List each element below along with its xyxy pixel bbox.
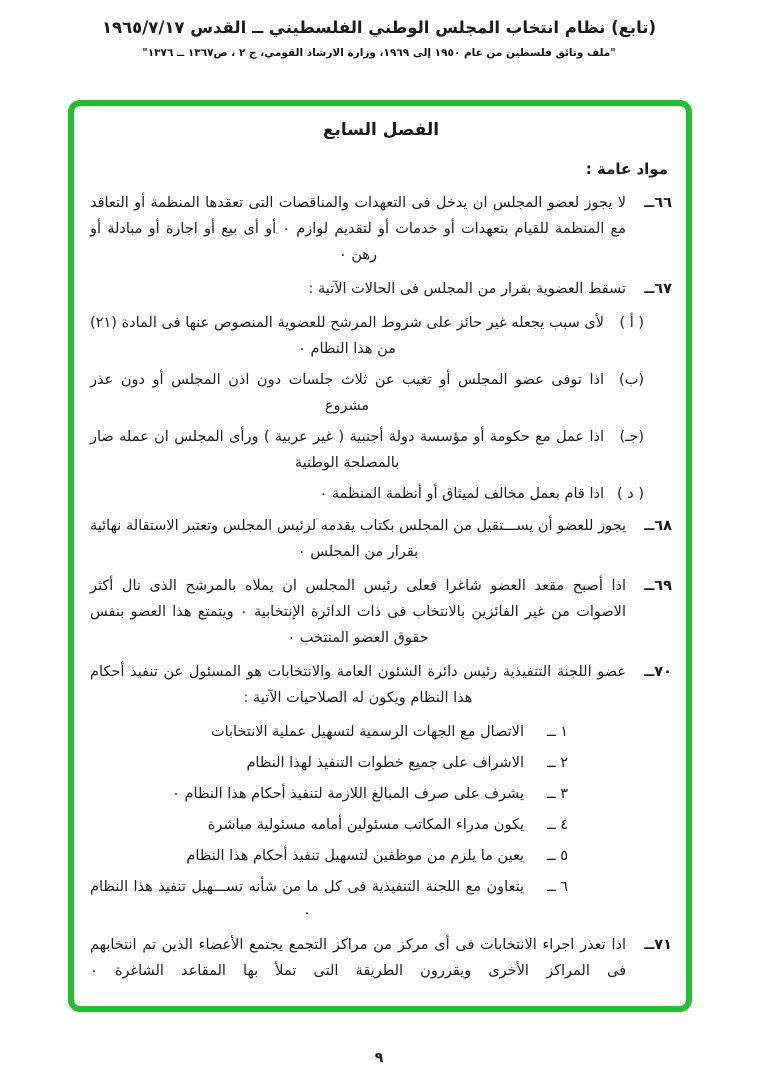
article-text: تسقط العضوية بقرار من المجلس فى الحالات الآتية : [308, 281, 626, 297]
sub-item-text: اذا توفى عضو المجلس أو تغيب عن ثلاث جلسات دون اذن المجلس أو دون عذر مشروع [90, 372, 604, 414]
sub-item-label: (ب) [619, 372, 644, 388]
article-number: ٦٧ــ [644, 281, 672, 297]
article-71 [90, 932, 672, 984]
article-number: ٦٦ــ [644, 195, 672, 211]
list-item-label: ٢ ــ [547, 755, 568, 771]
list-item-text: الاشراف على جميع خطوات التنفيذ لهذا النظام [246, 755, 524, 771]
sub-item-text: اذا عمل مع حكومة أو مؤسسة دولة أجنبية ( غير عربية ) ورأى المجلس ان عمله ضار بالمصلحة الوطنية [90, 429, 604, 471]
article-number: ٧٠ــ [644, 664, 672, 680]
sub-item-d [90, 481, 644, 507]
sub-item-a [90, 310, 644, 362]
article-number: ٦٩ــ [644, 578, 672, 594]
sub-item-j [90, 424, 644, 476]
sub-item-text: اذا قام بعمل مخالف لميثاق أو أنظمة المنظمة ٠ [319, 486, 604, 502]
section-heading: مواد عامة : [585, 160, 668, 178]
document-source-citation: "ملف وثائق فلسطين من عام ١٩٥٠ إلى ١٩٦٩، وزارة الارشاد القومي، ج ٢ ، ص١٣٦٧ ــ ١٣٧٦" [142, 47, 616, 59]
list-item-text: يتعاون مع اللجنة التنفيذية فى كل ما من شأنه تســـهيل تنفيذ هذا النظام ٠ [90, 879, 524, 921]
list-item-label: ٦ ــ [547, 879, 568, 895]
article-66 [90, 190, 672, 268]
article-70-duties-list [90, 719, 672, 926]
page-number: ٩ [374, 1050, 384, 1066]
page-header [0, 16, 758, 59]
list-item-text: الاتصال مع الجهات الرسمية لتسهيل عملية الانتخابات [210, 724, 524, 740]
article-text: لا يجوز لعضو المجلس ان يدخل فى التعهدات والمناقصات التى تعقدها المنظمة أو التعاقد مع المنظمة للقيام بتعهدات أو خدمات أو لتقديم لوازم ٠ أو أى بيع أو اجارة أو مبادلة أو رهن ٠ [90, 195, 626, 263]
sub-item-label: ( د ) [617, 486, 644, 502]
article-68 [90, 513, 672, 565]
sub-item-b [90, 367, 644, 419]
list-item-text: يكون مدراء المكاتب مسئولين أمامه مسئولية مباشرة [207, 817, 524, 833]
list-item-label: ١ ــ [547, 724, 568, 740]
sub-item-text: لأى سبب يجعله غير حائز على شروط المرشح للعضوية المنصوص عنها فى المادة (٢١) من هذا النظام ٠ [90, 315, 604, 357]
article-70-head [90, 659, 672, 711]
article-number: ٧١ــ [644, 937, 672, 953]
article-text: يجوز للعضو أن يســـتقيل من المجلس بكتاب يقدمه لرئيس المجلس وتعتبر الاستقالة نهائية بقرار من المجلس ٠ [90, 518, 626, 560]
article-67-subitems [90, 310, 672, 507]
article-67 [90, 276, 672, 507]
article-number: ٦٨ــ [644, 518, 672, 534]
list-item-6 [90, 874, 568, 926]
article-text: اذا تعذر اجراء الانتخابات فى أى مركز من مراكز التجمع يجتمع الأعضاء الذين تم انتخابهم فى المراكز الأخرى ويقررون الطريقة التى تملأ بها المقاعد الشاغرة ٠ [90, 937, 626, 979]
article-70 [90, 659, 672, 926]
list-item-2 [90, 750, 568, 776]
list-item-label: ٣ ــ [547, 786, 568, 802]
document-title: (تابع) نظام انتخاب المجلس الوطني الفلسطيني ــ القدس ١٩٦٥/٧/١٧ [101, 18, 657, 37]
article-text: عضو اللجنة التنفيذية رئيس دائرة الشئون العامة والانتخابات هو المسئول عن تنفيذ أحكام هذا النظام ويكون له الصلاحيات الآتية : [90, 664, 626, 706]
sub-item-label: (جـ) [619, 429, 644, 445]
list-item-label: ٥ ــ [547, 848, 568, 864]
green-content-frame [68, 100, 692, 1012]
article-text: اذا أصبح مقعد العضو شاغرا فعلى رئيس المجلس ان يملاه بالمرشح الذى نال أكثر الاصوات من غير الفائزين بالانتخاب فى ذات الدائرة الإنتخابية ٠ ويتمتع هذا العضو بنفس حقوق العضو المنتخب ٠ [90, 578, 626, 646]
list-item-label: ٤ ــ [547, 817, 568, 833]
article-67-head [90, 276, 672, 302]
article-69 [90, 573, 672, 651]
list-item-1 [90, 719, 568, 745]
list-item-3 [90, 781, 568, 807]
list-item-5 [90, 843, 568, 869]
list-item-4 [90, 812, 568, 838]
list-item-text: يعين ما يلزم من موظفين لتسهيل تنفيذ أحكام هذا النظام [186, 848, 524, 864]
chapter-title: الفصل السابع [322, 120, 440, 140]
sub-item-label: ( أ ) [619, 315, 644, 331]
list-item-text: يشرف على صرف المبالغ اللازمة لتنفيذ أحكام هذا النظام ٠ [172, 786, 524, 802]
